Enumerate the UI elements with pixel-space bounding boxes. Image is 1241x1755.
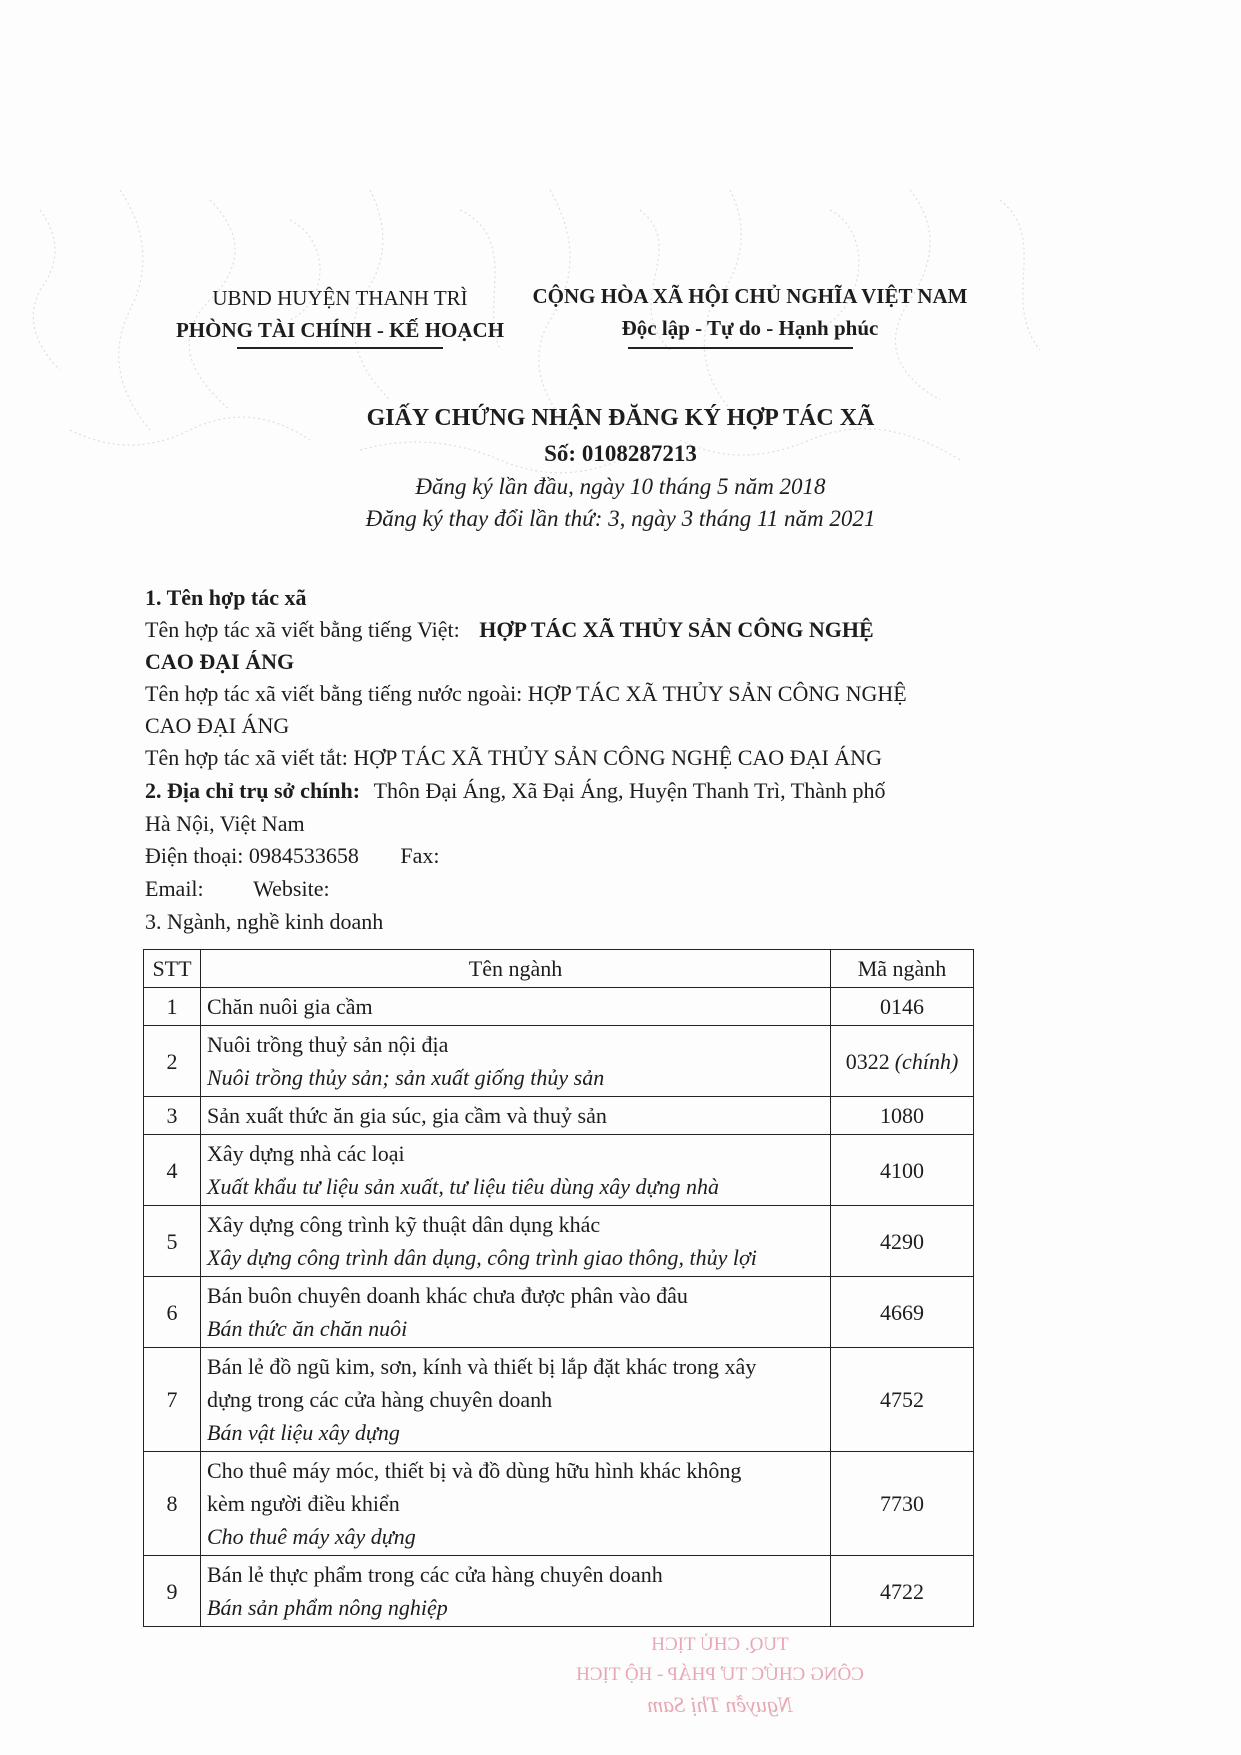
row-business-name <box>201 1135 831 1206</box>
authority-district: UBND HUYỆN THANH TRÌ <box>212 286 468 310</box>
industry-code: 0322 <box>845 1048 890 1074</box>
col-header-stt: STT <box>144 950 201 988</box>
row-business-name <box>201 1206 831 1277</box>
website-label: Website: <box>253 876 330 901</box>
industry-code: 4290 <box>880 1228 924 1254</box>
foreign-name-cont: CAO ĐẠI ÁNG <box>145 713 290 738</box>
business-name-line: Bán buôn chuyên doanh khác chưa được phân vào đâu <box>207 1283 688 1308</box>
table-row <box>144 988 974 1026</box>
row-business-name <box>201 1452 831 1556</box>
motto-underline <box>628 347 853 349</box>
table-row <box>144 1452 974 1556</box>
section2-heading: 2. Địa chỉ trụ sở chính: <box>145 778 361 803</box>
stamp-line1: TUQ. CHỦ TỊCH <box>651 1634 789 1655</box>
row-stt: 3 <box>144 1097 201 1135</box>
authority-department: PHÒNG TÀI CHÍNH - KẾ HOẠCH <box>175 318 505 342</box>
address-value: Thôn Đại Áng, Xã Đại Áng, Huyện Thanh Trì, Thành phố <box>373 778 886 803</box>
phone-label: Điện thoại: <box>145 843 244 868</box>
stamp-line2: CÔNG CHỨC TƯ PHÁP - HỘ TỊCH <box>576 1664 864 1685</box>
industry-code: 4100 <box>880 1157 924 1183</box>
row-stt: 8 <box>144 1452 201 1556</box>
industry-code: 4722 <box>880 1578 924 1604</box>
foreign-name-line: Tên hợp tác xã viết bằng tiếng nước ngoài: HỢP TÁC XÃ THỦY SẢN CÔNG NGHỆ <box>145 681 907 706</box>
section3-heading: 3. Ngành, nghề kinh doanh <box>145 909 384 934</box>
row-business-name <box>201 1277 831 1348</box>
business-detail: Nuôi trồng thủy sản; sản xuất giống thủy sản <box>207 1065 605 1090</box>
business-detail: Bán thức ăn chăn nuôi <box>207 1316 408 1341</box>
business-detail: Cho thuê máy xây dựng <box>207 1524 416 1549</box>
row-stt: 6 <box>144 1277 201 1348</box>
business-name-line: Sản xuất thức ăn gia súc, gia cầm và thuỷ sản <box>207 1103 607 1128</box>
table-header-row <box>144 950 974 988</box>
row-stt: 7 <box>144 1348 201 1452</box>
industry-code: 4669 <box>880 1299 924 1325</box>
industry-code: 1080 <box>880 1103 924 1128</box>
business-name-line: Xây dựng công trình kỹ thuật dân dụng khác <box>207 1212 601 1237</box>
table-row <box>144 1206 974 1277</box>
row-stt: 5 <box>144 1206 201 1277</box>
row-stt: 2 <box>144 1026 201 1097</box>
table-row <box>144 1026 974 1097</box>
row-code <box>831 1206 974 1277</box>
country-name: CỘNG HÒA XÃ HỘI CHỦ NGHĨA VIỆT NAM <box>532 284 968 308</box>
business-name-line: Xây dựng nhà các loại <box>207 1141 405 1166</box>
address-line <box>145 775 885 807</box>
row-code <box>831 1135 974 1206</box>
row-business-name <box>201 988 831 1026</box>
business-detail: Xây dựng công trình dân dụng, công trình giao thông, thủy lợi <box>207 1245 757 1270</box>
business-name-line: Chăn nuôi gia cầm <box>207 994 373 1019</box>
table-row <box>144 1348 974 1452</box>
vn-name-line <box>145 614 874 646</box>
industry-code: 7730 <box>880 1491 924 1516</box>
bleed-through-stamp <box>560 1630 880 1720</box>
col-header-code: Mã ngành <box>831 950 974 988</box>
business-name-line: kèm người điều khiển <box>207 1491 400 1516</box>
row-stt: 9 <box>144 1556 201 1627</box>
change-registration-date: Đăng ký thay đổi lần thứ: 3, ngày 3 tháng 11 năm 2021 <box>365 506 876 531</box>
business-detail: Bán sản phẩm nông nghiệp <box>207 1595 448 1620</box>
business-name-line: Cho thuê máy móc, thiết bị và đồ dùng hữu hình khác không <box>207 1458 742 1483</box>
business-detail: Xuất khẩu tư liệu sản xuất, tư liệu tiêu dùng xây dựng nhà <box>207 1174 719 1199</box>
business-name-line: Nuôi trồng thuỷ sản nội địa <box>207 1032 449 1057</box>
section1-heading: 1. Tên hợp tác xã <box>145 585 307 610</box>
vn-name-value: HỢP TÁC XÃ THỦY SẢN CÔNG NGHỆ <box>479 617 874 642</box>
document-number: Số: 0108287213 <box>544 441 697 466</box>
address-cont: Hà Nội, Việt Nam <box>145 811 305 836</box>
row-code <box>831 1556 974 1627</box>
row-code <box>831 1452 974 1556</box>
table-row <box>144 1135 974 1206</box>
business-name-line: Bán lẻ đồ ngũ kim, sơn, kính và thiết bị lắp đặt khác trong xây <box>207 1354 757 1379</box>
table-row <box>144 1277 974 1348</box>
document-title: GIẤY CHỨNG NHẬN ĐĂNG KÝ HỢP TÁC XÃ <box>366 405 875 431</box>
email-label: Email: <box>145 876 204 901</box>
phone-value: 0984533658 <box>248 843 359 868</box>
row-code <box>831 1097 974 1135</box>
row-business-name <box>201 1026 831 1097</box>
business-name-line: Bán lẻ thực phẩm trong các cửa hàng chuyên doanh <box>207 1562 663 1587</box>
row-business-name <box>201 1097 831 1135</box>
table-row <box>144 1556 974 1627</box>
business-detail: Bán vật liệu xây dựng <box>207 1420 400 1445</box>
contact-web-line <box>145 873 330 905</box>
table-row <box>144 1097 974 1135</box>
row-business-name <box>201 1556 831 1627</box>
stamp-signature: Nguyễn Thị Sam <box>647 1692 793 1717</box>
business-name-line: dựng trong các cửa hàng chuyên doanh <box>207 1387 553 1412</box>
col-header-name: Tên ngành <box>201 950 831 988</box>
row-business-name <box>201 1348 831 1452</box>
authority-underline <box>237 347 443 349</box>
vn-name-label: Tên hợp tác xã viết bằng tiếng Việt: <box>145 617 460 642</box>
national-motto <box>520 280 980 344</box>
abbreviated-name: Tên hợp tác xã viết tắt: HỢP TÁC XÃ THỦY SẢN CÔNG NGHỆ CAO ĐẠI ÁNG <box>145 745 882 770</box>
row-code <box>831 1277 974 1348</box>
contact-phone-line <box>145 840 440 872</box>
primary-code-note: (chính) <box>894 1048 959 1074</box>
row-code <box>831 988 974 1026</box>
row-code <box>831 1026 974 1097</box>
industry-code: 4752 <box>880 1387 924 1412</box>
row-stt: 1 <box>144 988 201 1026</box>
first-registration-date: Đăng ký lần đầu, ngày 10 tháng 5 năm 2018 <box>415 474 826 499</box>
row-stt: 4 <box>144 1135 201 1206</box>
business-lines-table <box>143 949 974 1627</box>
motto: Độc lập - Tự do - Hạnh phúc <box>621 316 879 340</box>
row-code <box>831 1348 974 1452</box>
fax-label: Fax: <box>400 843 440 868</box>
vn-name-value-cont: CAO ĐẠI ÁNG <box>145 649 295 674</box>
industry-code: 0146 <box>880 994 924 1019</box>
issuing-authority <box>150 282 530 346</box>
